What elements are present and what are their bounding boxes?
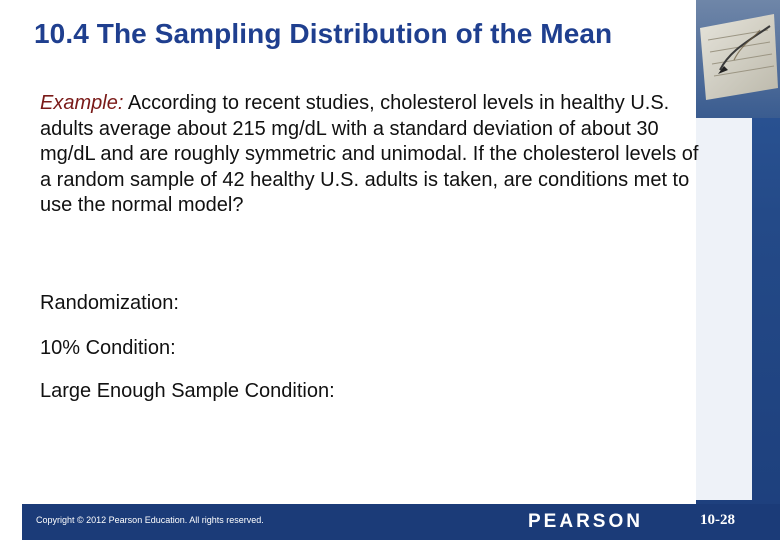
copyright-text: Copyright © 2012 Pearson Education. All rights reserved. xyxy=(36,515,264,525)
large-sample-condition: Large Enough Sample Condition: xyxy=(40,380,335,402)
randomization-condition: Randomization: xyxy=(40,292,179,314)
slide-title: 10.4 The Sampling Distribution of the Mean xyxy=(34,18,613,49)
pearson-logo: PEARSON xyxy=(528,511,643,532)
right-light-panel xyxy=(696,118,752,500)
page-number: 10-28 xyxy=(700,512,735,528)
ten-percent-condition: 10% Condition: xyxy=(40,337,176,359)
footer-bar xyxy=(22,504,780,540)
pen-and-paper-icon xyxy=(690,0,780,118)
example-label: Example: xyxy=(40,92,124,114)
example-paragraph xyxy=(40,91,700,219)
example-text: According to recent studies, cholesterol levels in healthy U.S. adults average about 215 mg/dL with a standard deviation of about 30 mg/dL and are roughly symmetric and unimodal. If the cholesterol levels of a random sample of 42 healthy U.S. adults is taken, are conditions met to use the normal model? xyxy=(40,92,699,216)
